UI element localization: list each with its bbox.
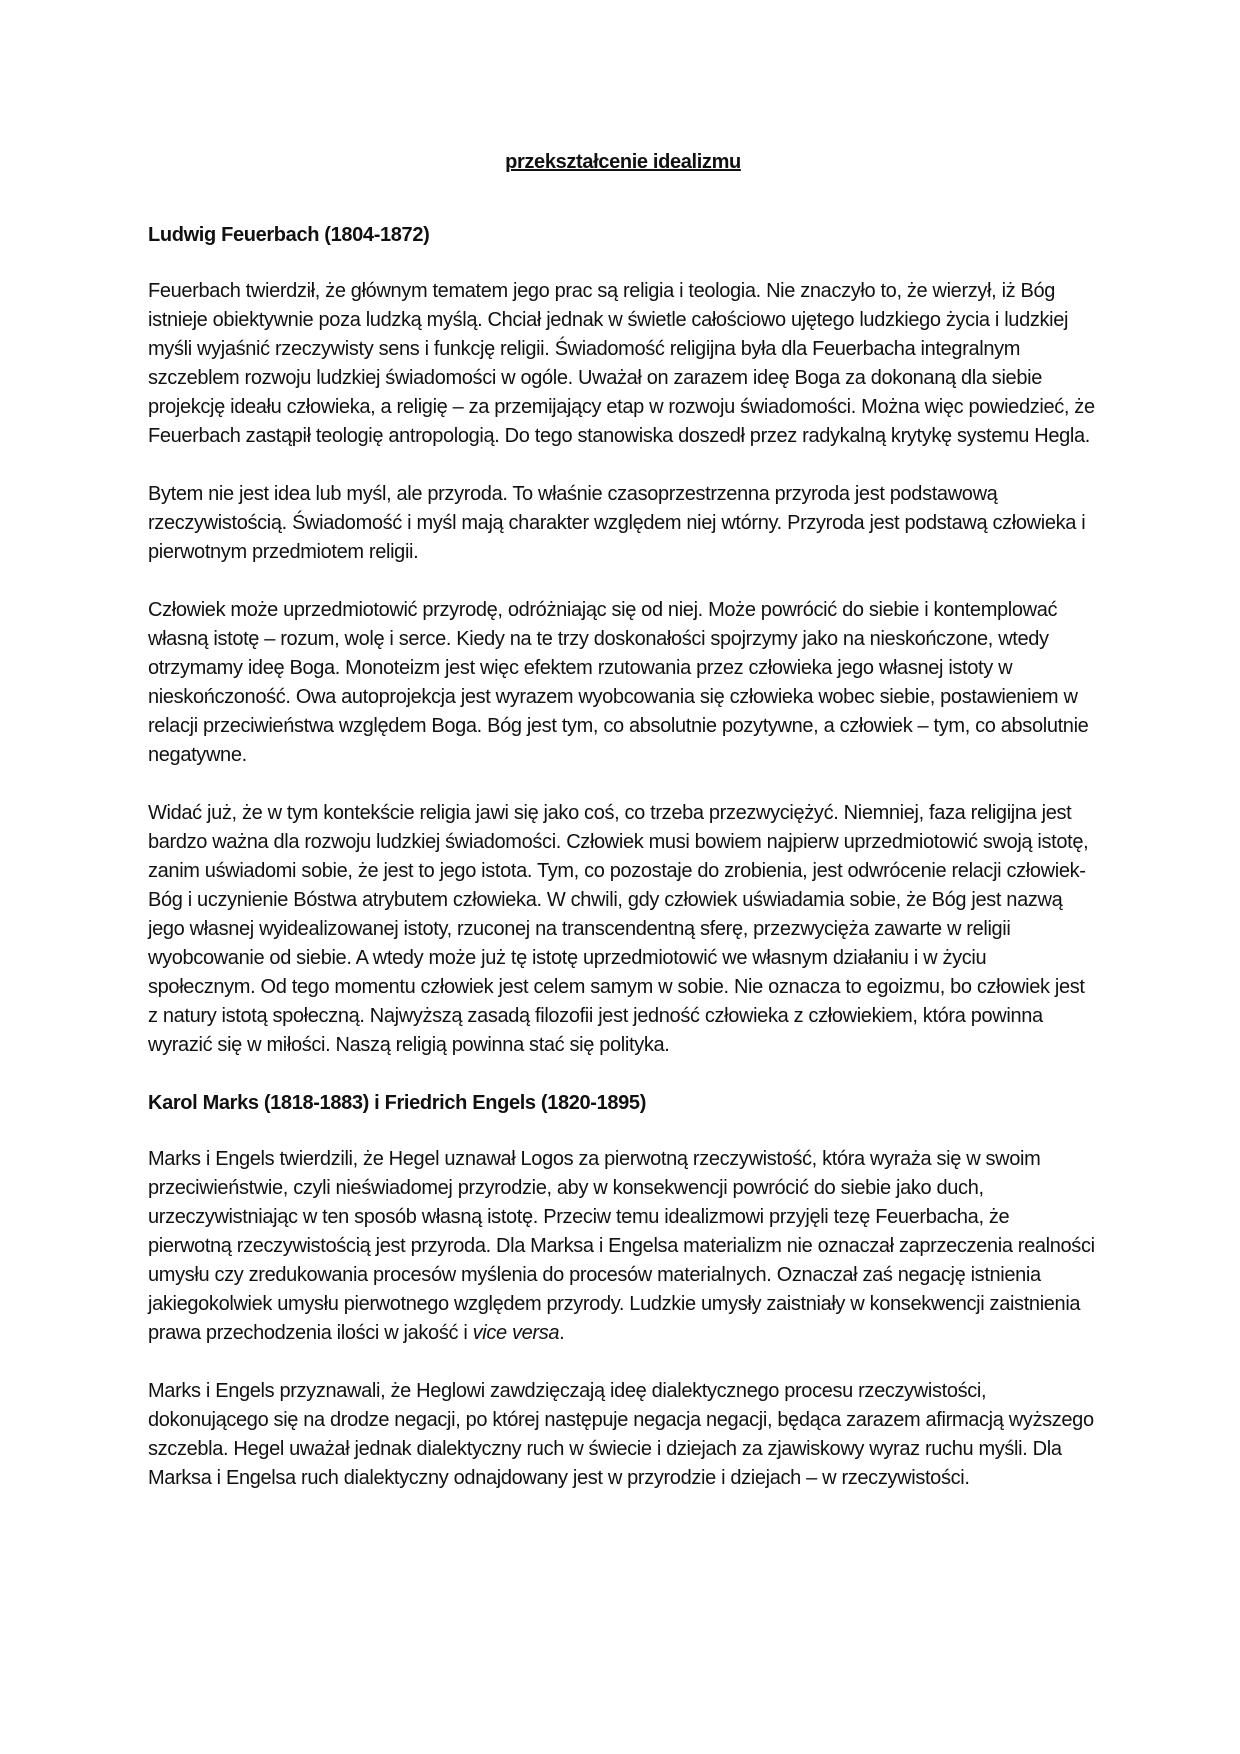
section-heading-marks-engels: Karol Marks (1818-1883) i Friedrich Engels (1820-1895) [148, 1092, 647, 1114]
paragraph: Człowiek może uprzedmiotowić przyrodę, odróżniając się od niej. Może powrócić do siebie i kontemplować własną istotę – rozum, wolę i serce. Kiedy na te trzy doskonałości spojrzymy jako na nieskończone, wtedy otrzymamy ideę Boga. Monoteizm jest więc efektem rzutowania przez człowieka jego własnej istoty w nieskończoność. Owa autoprojekcja jest wyrazem wyobcowania się człowieka wobec siebie, postawieniem w relacji przeciwieństwa względem Boga. Bóg jest tym, co absolutnie pozytywne, a człowiek – tym, co absolutnie negatywne. [148, 599, 1089, 766]
section-heading-feuerbach: Ludwig Feuerbach (1804-1872) [148, 224, 430, 246]
document-page [148, 148, 1098, 1522]
italic-phrase: vice versa [472, 1322, 560, 1344]
paragraph: Widać już, że w tym kontekście religia jawi się jako coś, co trzeba przezwyciężyć. Niemniej, faza religijna jest bardzo ważna dla rozwoju ludzkiej świadomości. Człowiek musi bowiem najpierw uprzedmiotowić swoją istotę, zanim uświadomi sobie, że jest to jego istota. Tym, co pozostaje do zrobienia, jest odwrócenie relacji człowiek-Bóg i uczynienie Bóstwa atrybutem człowieka. W chwili, gdy człowiek uświadamia sobie, że Bóg jest nazwą jego własnej wyidealizowanej istoty, rzuconej na transcendentną sferę, przezwycięża zawarte w religii wyobcowanie od siebie. A wtedy może już tę istotę uprzedmiotowić we własnym działaniu i w życiu społecznym. Od tego momentu człowiek jest celem samym w sobie. Nie oznacza to egoizmu, bo człowiek jest z natury istotą społeczną. Najwyższą zasadą filozofii jest jedność człowieka z człowiekiem, która powinna wyrazić się w miłości. Naszą religią powinna stać się polityka. [148, 802, 1089, 1056]
paragraph: Marks i Engels przyznawali, że Heglowi zawdzięczają ideę dialektycznego procesu rzeczywistości, dokonującego się na drodze negacji, po której następuje negacja negacji, będąca zarazem afirmacją wyższego szczebla. Hegel uważał jednak dialektyczny ruch w świecie i dziejach za zjawiskowy wyraz ruchu myśli. Dla Marksa i Engelsa ruch dialektyczny odnajdowany jest w przyrodzie i dziejach – w rzeczywistości. [148, 1380, 1094, 1489]
paragraph [148, 1145, 1098, 1348]
paragraph-text: Marks i Engels twierdzili, że Hegel uznawał Logos za pierwotną rzeczywistość, która wyraża się w swoim przeciwieństwie, czyli nieświadomej przyrodzie, aby w konsekwencji powrócić do siebie jako duch, urzeczywistniając w ten sposób własną istotę. Przeciw temu idealizmowi przyjęli tezę Feuerbacha, że pierwotną rzeczywistością jest przyroda. Dla Marksa i Engelsa materializm nie oznaczał zaprzeczenia realności umysłu czy zredukowania procesów myślenia do procesów materialnych. Oznaczał zaś negację istnienia jakiegokolwiek umysłu pierwotnego względem przyrody. Ludzkie umysły zaistniały w konsekwencji zaistnienia prawa przechodzenia ilości w jakość i [148, 1148, 1095, 1344]
paragraph-text-end: . [559, 1322, 565, 1344]
paragraph: Bytem nie jest idea lub myśl, ale przyroda. To właśnie czasoprzestrzenna przyroda jest podstawową rzeczywistością. Świadomość i myśl mają charakter względem niej wtórny. Przyroda jest podstawą człowieka i pierwotnym przedmiotem religii. [148, 483, 1086, 563]
paragraph: Feuerbach twierdził, że głównym tematem jego prac są religia i teologia. Nie znaczyło to, że wierzył, iż Bóg istnieje obiektywnie poza ludzką myślą. Chciał jednak w świetle całościowo ujętego ludzkiego życia i ludzkiej myśli wyjaśnić rzeczywisty sens i funkcję religii. Świadomość religijna była dla Feuerbacha integralnym szczeblem rozwoju ludzkiej świadomości w ogóle. Uważał on zarazem ideę Boga za dokonaną dla siebie projekcję ideału człowieka, a religię – za przemijający etap w rozwoju świadomości. Można więc powiedzieć, że Feuerbach zastąpił teologię antropologią. Do tego stanowiska doszedł przez radykalną krytykę systemu Hegla. [148, 280, 1095, 447]
document-title: przekształcenie idealizmu [505, 151, 741, 173]
